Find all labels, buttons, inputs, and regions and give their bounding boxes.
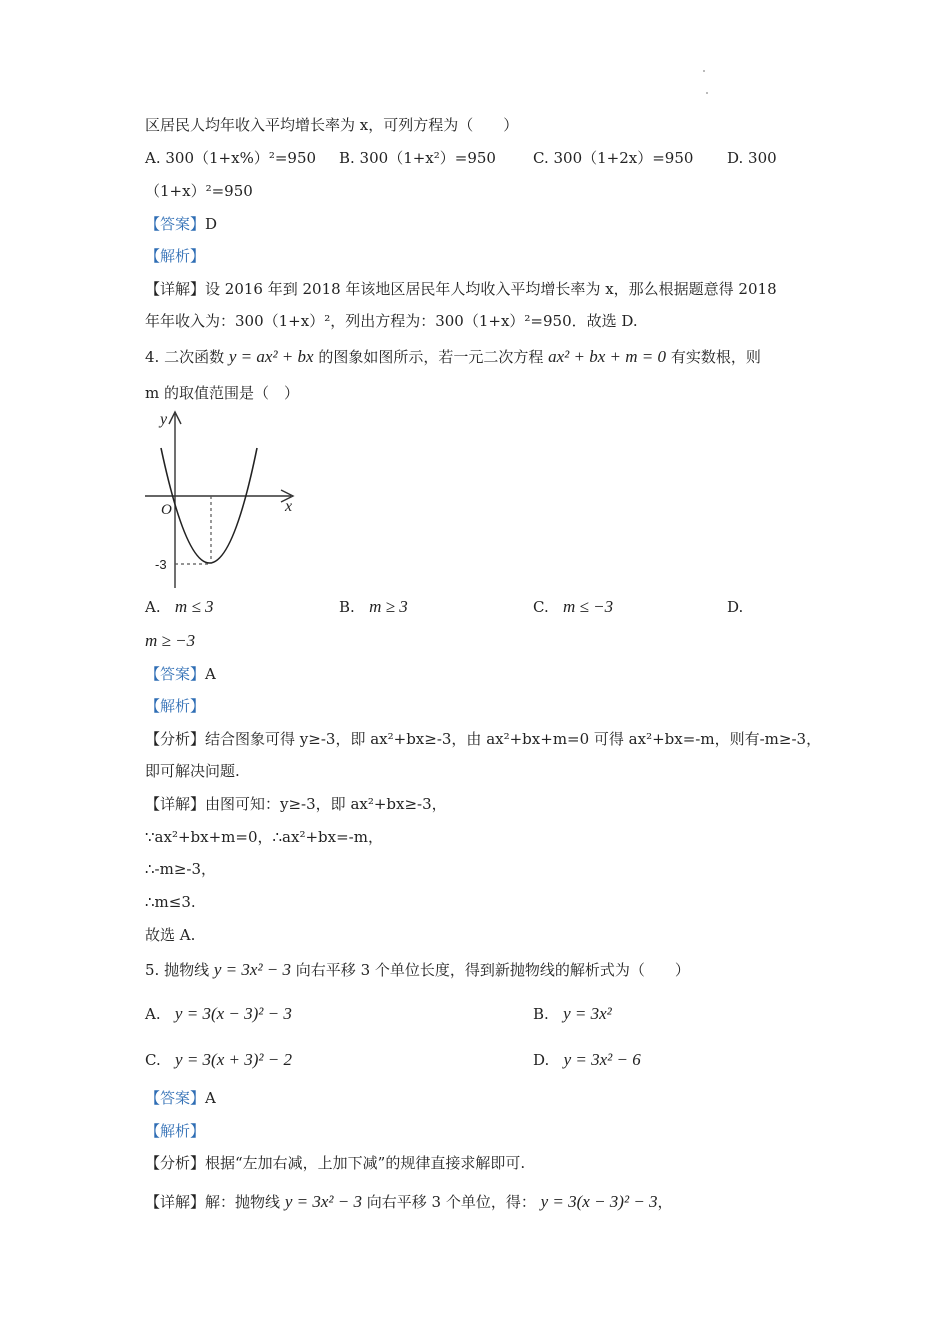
q3-detail-2: 年年收入为：300（1+x）²，列出方程为：300（1+x）²=950．故选 D. xyxy=(145,312,638,330)
scan-speck xyxy=(706,92,708,94)
q5-option-d: D. y = 3x² − 6 xyxy=(533,1050,641,1069)
q5-stem: 5. 抛物线 y = 3x² − 3 向右平移 3 个单位长度，得到新抛物线的解析式为（ ） xyxy=(145,960,690,979)
q3-option-a: A. 300（1+x%）²=950 xyxy=(145,149,317,167)
q4-answer: 【答案】A xyxy=(145,665,216,683)
answer-tag: 【答案】 xyxy=(145,215,206,233)
q4-option-c: C. m ≤ −3 xyxy=(533,597,614,616)
q5-analysis-tag: 【解析】 xyxy=(145,1122,206,1140)
q3-analysis-tag: 【解析】 xyxy=(145,247,206,265)
detail-tag: 【详解】 xyxy=(145,280,206,298)
q4-stem: 4. 二次函数 y = ax² + bx 的图象如图所示，若一元二次方程 ax² + bx + m = 0 有实数根，则 xyxy=(145,347,761,366)
origin-label: O xyxy=(161,502,172,518)
q4-detail-4: ∴m≤3. xyxy=(145,893,196,911)
q3-option-d: D. 300 xyxy=(727,149,777,167)
x-axis-label: x xyxy=(285,498,293,515)
q5-option-a: A. y = 3(x − 3)² − 3 xyxy=(145,1004,292,1023)
y-axis-label: y xyxy=(160,411,168,428)
q4-option-a: A. m ≤ 3 xyxy=(145,597,214,616)
q4-stem-2: m 的取值范围是（ ） xyxy=(145,384,299,402)
q5-answer: 【答案】A xyxy=(145,1089,216,1107)
parabola-graph xyxy=(145,408,305,590)
q5-function: y = 3x² − 3 xyxy=(213,960,292,979)
scan-speck xyxy=(703,70,705,72)
q3-detail-1: 【详解】设 2016 年到 2018 年该地区居民年人均收入平均增长率为 x，那么根据题意得 2018 xyxy=(145,280,777,298)
q4-equation: ax² + bx + m = 0 xyxy=(548,347,667,366)
q5-option-b: B. y = 3x² xyxy=(533,1004,612,1023)
q5-option-c: C. y = 3(x + 3)² − 2 xyxy=(145,1050,292,1069)
q4-option-d-letter: D. xyxy=(727,598,744,616)
q4-analysis-tag: 【解析】 xyxy=(145,697,206,715)
q3-stem-tail: 区居民人均年收入平均增长率为 x，可列方程为（ ） xyxy=(145,116,519,134)
q4-fenxi-1: 【分析】结合图象可得 y≥-3，即 ax²+bx≥-3，由 ax²+bx+m=0 可得 ax²+bx=-m，则有-m≥-3， xyxy=(145,730,822,748)
q3-answer xyxy=(145,213,217,235)
min-value-label: -3 xyxy=(155,557,167,572)
q3-option-b: B. 300（1+x²）=950 xyxy=(339,149,496,167)
q4-detail-5: 故选 A. xyxy=(145,926,196,944)
q4-option-b: B. m ≥ 3 xyxy=(339,597,408,616)
q5-fenxi-1: 【分析】根据“左加右减，上加下减”的规律直接求解即可. xyxy=(145,1154,526,1172)
q4-function: y = ax² + bx xyxy=(228,347,314,366)
q4-detail-2: ∵ax²+bx+m=0，∴ax²+bx=-m， xyxy=(145,828,383,846)
q3-option-c: C. 300（1+2x）=950 xyxy=(533,149,694,167)
q4-detail-3: ∴-m≥-3， xyxy=(145,860,217,878)
q3-option-d-continued: （1+x）²=950 xyxy=(145,182,253,200)
q4-option-d: m ≥ −3 xyxy=(145,631,196,650)
q4-detail-1: 【详解】由图可知：y≥-3，即 ax²+bx≥-3， xyxy=(145,795,447,813)
q4-fenxi-2: 即可解决问题. xyxy=(145,762,240,780)
q5-detail: 【详解】解：抛物线 y = 3x² − 3 向右平移 3 个单位，得： y = 3(x − 3)² − 3， xyxy=(145,1192,673,1211)
answer-value: D xyxy=(205,215,218,233)
